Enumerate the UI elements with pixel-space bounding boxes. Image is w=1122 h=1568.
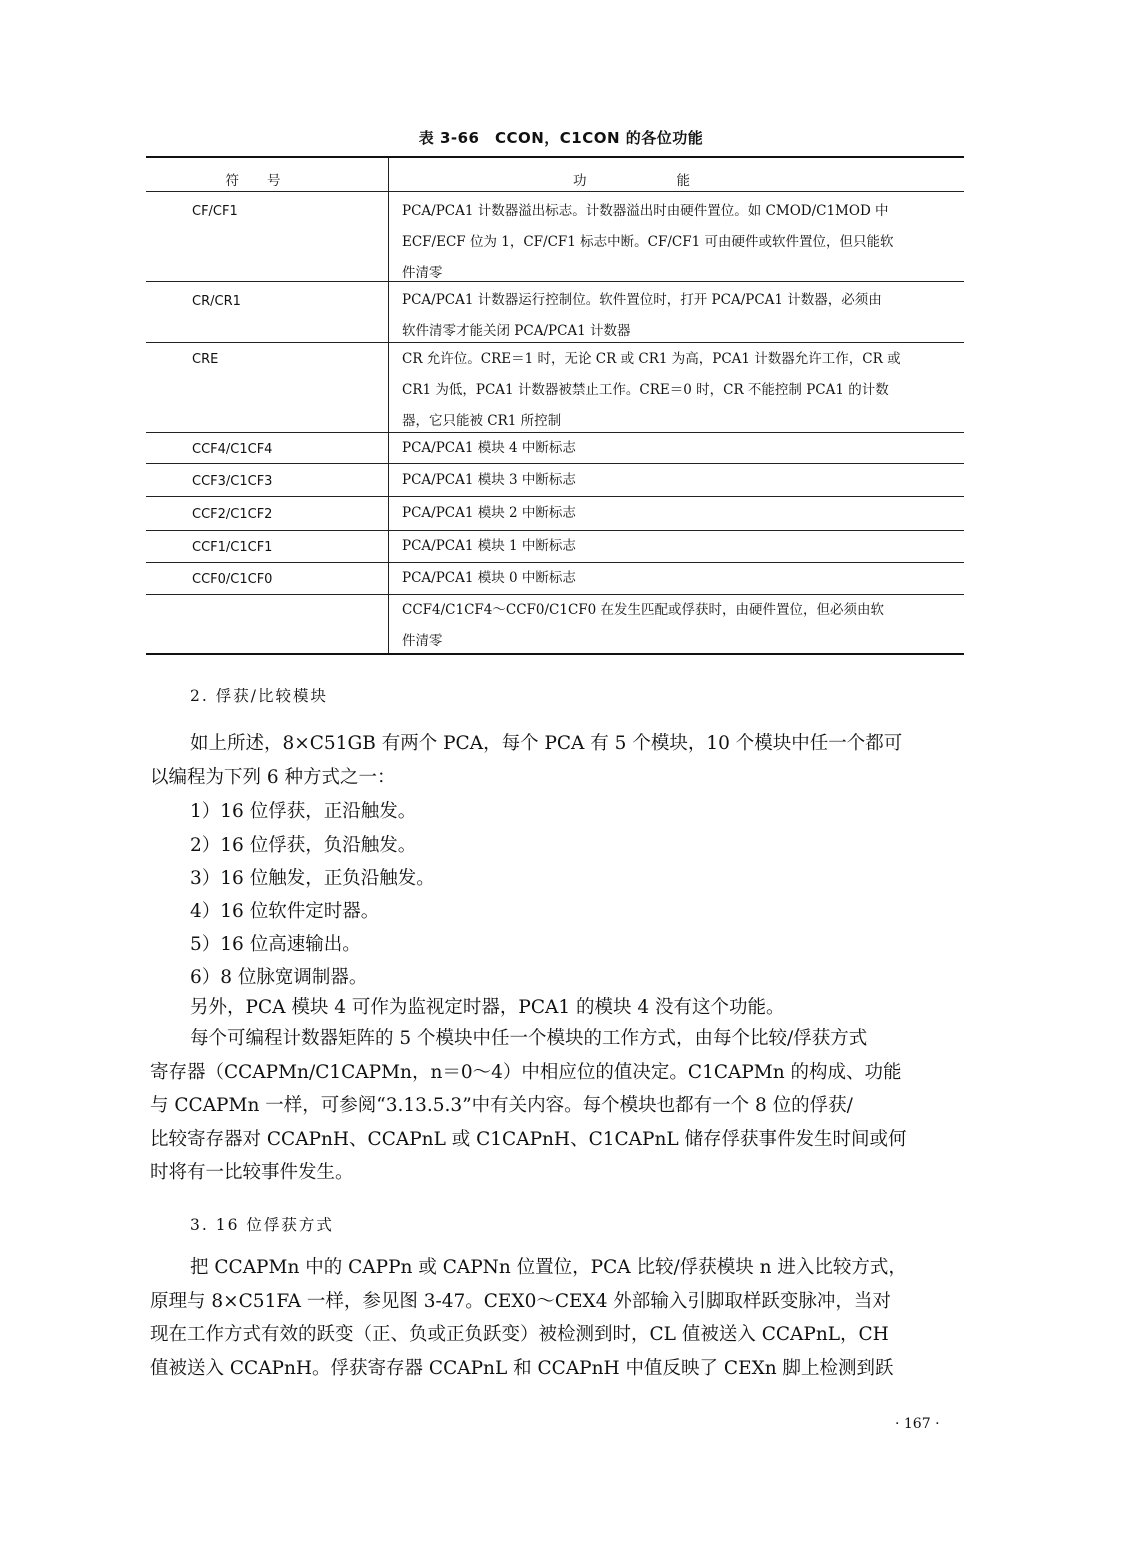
table-row-function	[402, 465, 962, 496]
table-row-symbol: CCF3/C1CF3	[192, 474, 273, 489]
table-caption: 表 3-66 CCON，C1CON 的各位功能	[418, 129, 704, 147]
function-line: 件清零	[402, 265, 443, 281]
function-line: PCA/PCA1 模块 0 中断标志	[402, 570, 576, 586]
text-line: 现在工作方式有效的跃变（正、负或正负跃变）被检测到时，CL 值被送入 CCAPnL，CH	[150, 1324, 889, 1345]
table-row-rule	[146, 342, 964, 343]
table-row-function	[402, 563, 962, 594]
table-row-symbol: CCF4/C1CF4	[192, 442, 273, 457]
table-row-rule	[146, 463, 964, 464]
table-row-function	[402, 285, 962, 347]
table-bottom-rule	[146, 653, 964, 655]
paragraph	[150, 1022, 972, 1190]
table-row-function	[402, 344, 962, 437]
function-line: CR 允许位。CRE＝1 时，无论 CR 或 CR1 为高，PCA1 计数器允许工作，CR 或	[402, 351, 901, 367]
function-line: 器，它只能被 CR1 所控制	[402, 413, 562, 429]
table-row-symbol: CCF2/C1CF2	[192, 507, 273, 522]
page-number: · 167 ·	[895, 1416, 940, 1432]
table-row-function	[402, 595, 962, 657]
function-line: 软件清零才能关闭 PCA/PCA1 计数器	[402, 323, 631, 339]
table-row-symbol: CCF0/C1CF0	[192, 572, 273, 587]
table-row-symbol: CF/CF1	[192, 204, 238, 219]
table-row-function	[402, 531, 962, 562]
text-line: 以编程为下列 6 种方式之一：	[150, 766, 396, 788]
table-column-divider	[388, 158, 389, 654]
text-line: 时将有一比较事件发生。	[150, 1162, 354, 1183]
text-line: 每个可编程计数器矩阵的 5 个模块中任一个模块的工作方式，由每个比较/俘获方式	[190, 1028, 868, 1049]
list-item: 6）8 位脉宽调制器。	[190, 967, 368, 988]
text-line: 与 CCAPMn 一样，可参阅“3.13.5.3”中有关内容。每个模块也都有一个 8 位的俘获/	[150, 1095, 853, 1116]
list-item: 2）16 位俘获，负沿触发。	[190, 835, 417, 856]
note-line: 另外，PCA 模块 4 可作为监视定时器，PCA1 的模块 4 没有这个功能。	[190, 997, 785, 1018]
function-line: ECF/ECF 位为 1，CF/CF1 标志中断。CF/CF1 可由硬件或软件置位，但只能软	[402, 234, 894, 250]
text-line: 值被送入 CCAPnH。俘获寄存器 CCAPnL 和 CCAPnH 中值反映了 CEXn 脚上检测到跃	[150, 1357, 894, 1379]
section-heading: 2. 俘获/比较模块	[190, 687, 328, 705]
table-row-rule	[146, 281, 964, 282]
function-line: 件清零	[402, 633, 443, 649]
text-line: 原理与 8×C51FA 一样，参见图 3-47。CEX0～CEX4 外部输入引脚取样跃变脉冲，当对	[150, 1290, 891, 1312]
function-line: PCA/PCA1 模块 1 中断标志	[402, 538, 576, 554]
text-line: 寄存器（CCAPMn/C1CAPMn，n＝0～4）中相应位的值决定。C1CAPMn 的构成、功能	[150, 1061, 902, 1083]
paragraph	[150, 727, 972, 794]
table-row-symbol: CR/CR1	[192, 294, 241, 309]
list-item: 1）16 位俘获，正沿触发。	[190, 801, 417, 822]
function-line: PCA/PCA1 计数器运行控制位。软件置位时，打开 PCA/PCA1 计数器，必须由	[402, 292, 882, 308]
text-line: 如上所述，8×C51GB 有两个 PCA，每个 PCA 有 5 个模块，10 个模块中任一个都可	[190, 733, 903, 754]
function-line: PCA/PCA1 模块 2 中断标志	[402, 505, 576, 521]
text-line: 比较寄存器对 CCAPnH、CCAPnL 或 C1CAPnH、C1CAPnL 储存俘获事件发生时间或何	[150, 1128, 907, 1150]
table-header-rule	[146, 191, 964, 192]
table-row-symbol: CCF1/C1CF1	[192, 540, 273, 555]
function-line: CCF4/C1CF4～CCF0/C1CF0 在发生匹配或俘获时，由硬件置位，但必须由软	[402, 602, 885, 618]
table-header-function: 功能	[573, 173, 780, 189]
text-line: 把 CCAPMn 中的 CAPPn 或 CAPNn 位置位，PCA 比较/俘获模块 n 进入比较方式，	[190, 1257, 907, 1278]
function-line: PCA/PCA1 模块 3 中断标志	[402, 472, 576, 488]
list-item: 3）16 位触发，正负沿触发。	[190, 868, 435, 889]
section-heading: 3. 16 位俘获方式	[190, 1216, 334, 1234]
table-row-function	[402, 433, 962, 464]
table-top-rule	[146, 156, 964, 158]
list-item: 4）16 位软件定时器。	[190, 901, 380, 922]
function-line: CR1 为低，PCA1 计数器被禁止工作。CRE＝0 时，CR 不能控制 PCA1 的计数	[402, 382, 889, 398]
table-row-symbol: CRE	[192, 352, 219, 367]
table-row-function	[402, 196, 962, 289]
function-line: PCA/PCA1 模块 4 中断标志	[402, 440, 576, 456]
function-line: PCA/PCA1 计数器溢出标志。计数器溢出时由硬件置位。如 CMOD/C1MOD 中	[402, 203, 889, 219]
table-row-rule	[146, 496, 964, 497]
paragraph	[150, 1251, 972, 1385]
table-row-function	[402, 498, 962, 529]
list-item: 5）16 位高速输出。	[190, 934, 361, 955]
table-header-symbol: 符号	[225, 173, 309, 189]
